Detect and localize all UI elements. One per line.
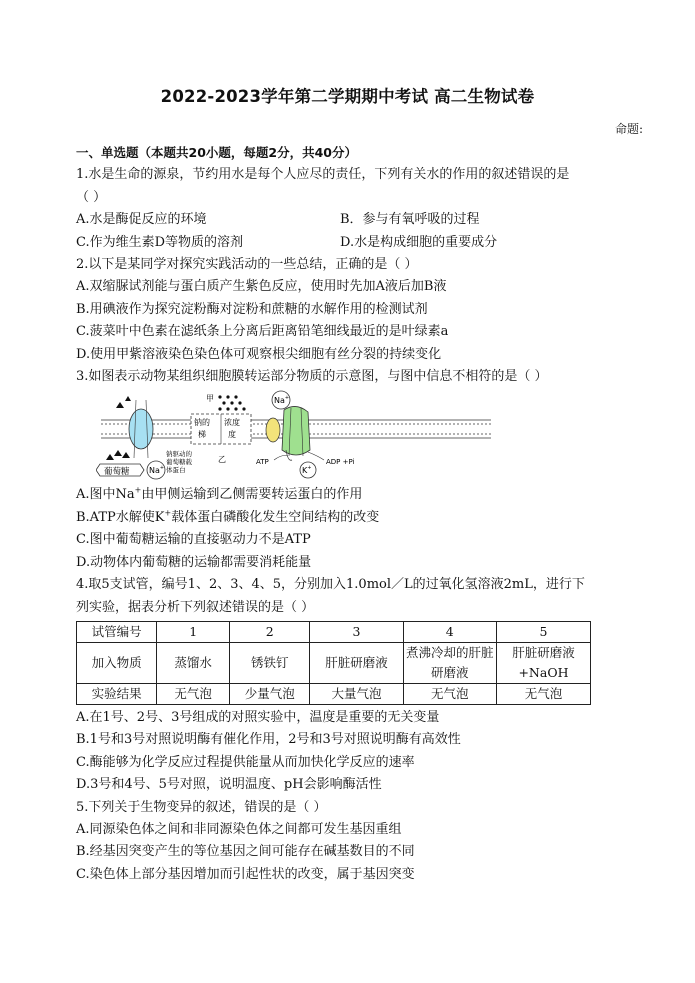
question-stem: 1.水是生命的源泉，节约用水是每个人应尽的责任，下列有关水的作用的叙述错误的是	[76, 167, 570, 183]
option-b: B.1号和3号对照说明酶有催化作用，2号和3号对照说明酶有高效性	[76, 732, 461, 748]
option-row	[76, 232, 620, 254]
table-cell: 加入物质	[77, 642, 157, 683]
table-cell: 2	[230, 621, 310, 642]
side-jia-label: 甲	[206, 394, 214, 404]
carrier-label-line-2: 葡萄糖载	[166, 458, 192, 467]
gradient-label-3: 梯	[198, 430, 206, 440]
question-5	[76, 797, 620, 887]
table-cell: 无气泡	[157, 683, 230, 704]
table-cell: 3	[310, 621, 403, 642]
glucose-particle	[106, 454, 114, 460]
author-label: 命题:	[614, 122, 643, 136]
membrane-diagram	[96, 390, 496, 480]
gradient-label-1: 钠的	[194, 418, 210, 428]
question-stem: 3.如图表示动物某组织细胞膜转运部分物质的示意图，与图中信息不相符的是（ ）	[76, 369, 548, 385]
option-d: D.3号和4号、5号对照，说明温度、pH会影响酶活性	[76, 777, 382, 793]
glucose-label: 葡萄糖	[104, 467, 130, 478]
membrane-transport-figure	[76, 390, 620, 480]
question-2	[76, 254, 620, 366]
option-c: C.作为维生素D等物质的溶剂	[76, 234, 244, 250]
table-cell: 蒸馏水	[157, 642, 230, 683]
table-cell: 实验结果	[77, 683, 157, 704]
glucose-particle	[114, 450, 122, 456]
glucose-particle	[125, 396, 131, 401]
option-c: C.菠菜叶中色素在滤纸条上分离后距离铅笔细线最近的是叶绿素a	[76, 324, 449, 340]
question-stem: 列实验，据表分析下列叙述错误的是（ ）	[76, 599, 315, 615]
option-a: A.图中Na+由甲侧运输到乙侧需要转运蛋白的作用	[76, 486, 363, 503]
sodium-label: Na+	[149, 465, 165, 476]
table-cell: 5	[496, 621, 590, 642]
question-stem: 2.以下是某同学对探究实践活动的一些总结，正确的是（ ）	[76, 257, 418, 273]
question-stem: （ ）	[76, 189, 107, 205]
table-cell: 1	[157, 621, 230, 642]
option-b: B.ATP水解使K+载体蛋白磷酸化发生空间结构的改变	[76, 508, 380, 525]
atp-label: ATP	[256, 458, 269, 467]
option-c: C.图中葡萄糖运输的直接驱动力不是ATP	[76, 532, 311, 548]
table-cell: 大量气泡	[310, 683, 403, 704]
sodium-label: Na+	[274, 395, 290, 406]
table-row	[77, 621, 591, 642]
side-yi-label: 乙	[218, 455, 226, 465]
option-c: C.染色体上部分基因增加而引起性状的改变，属于基因突变	[76, 866, 415, 882]
table-cell: 肝脏研磨液	[310, 642, 403, 683]
question-stem: 4.取5支试管，编号1、2、3、4、5，分别加入1.0mol／L的过氧化氢溶液2mL，进行下	[76, 577, 585, 593]
experiment-table	[76, 621, 591, 705]
gradient-label-2: 浓度	[224, 418, 240, 428]
option-d: D.水是构成细胞的重要成分	[340, 234, 498, 250]
table-cell: 肝脏研磨液+NaOH	[496, 642, 590, 683]
option-d: D.使用甲紫溶液染色染色体可观察根尖细胞有丝分裂的持续变化	[76, 346, 442, 362]
table-cell: 少量气泡	[230, 683, 310, 704]
table-cell: 无气泡	[403, 683, 496, 704]
option-b: B.用碘液作为探究淀粉酶对淀粉和蔗糖的水解作用的检测试剂	[76, 301, 428, 317]
option-b: B．参与有氧呼吸的过程	[340, 212, 480, 228]
section-heading: 一、单选题（本题共20小题，每题2分，共40分）	[76, 145, 357, 160]
table-cell: 无气泡	[496, 683, 590, 704]
option-row	[76, 209, 620, 231]
glucose-carrier-protein	[129, 409, 153, 449]
yellow-subunit	[266, 418, 280, 442]
option-a: A.水是酶促反应的环境	[76, 212, 207, 228]
option-c: C.酶能够为化学反应过程提供能量从而加快化学反应的速率	[76, 754, 415, 770]
glucose-particle	[122, 452, 130, 458]
table-cell: 锈铁钉	[230, 642, 310, 683]
question-3	[76, 366, 620, 574]
table-row	[77, 683, 591, 704]
table-row	[77, 642, 591, 683]
question-stem: 5.下列关于生物变异的叙述，错误的是（ ）	[76, 799, 327, 815]
question-1	[76, 164, 620, 254]
question-4	[76, 574, 620, 796]
sodium-potassium-pump	[282, 407, 310, 456]
table-cell: 煮沸冷却的肝脏研磨液	[403, 642, 496, 683]
adp-label: ADP +Pi	[326, 458, 355, 467]
option-a: A.双缩脲试剂能与蛋白质产生紫色反应，使用时先加A液后加B液	[76, 279, 447, 295]
glucose-particle	[116, 402, 124, 408]
option-b: B.经基因突变产生的等位基因之间可能存在碱基数目的不同	[76, 844, 415, 860]
carrier-label-line-1: 钠驱动的	[166, 450, 192, 459]
gradient-label-4: 度	[228, 430, 236, 440]
option-a: A.在1号、2号、3号组成的对照实验中，温度是重要的无关变量	[76, 709, 440, 725]
page-title: 2022-2023学年第二学期期中考试 高二生物试卷	[160, 87, 535, 106]
exam-content	[76, 142, 620, 886]
table-cell: 试管编号	[77, 621, 157, 642]
carrier-label-line-3: 体蛋白	[166, 466, 186, 475]
potassium-label: K+	[302, 465, 312, 476]
option-d: D.动物体内葡萄糖的运输都需要消耗能量	[76, 554, 312, 570]
sodium-particles	[218, 396, 245, 411]
option-a: A.同源染色体之间和非同源染色体之间都可发生基因重组	[76, 821, 402, 837]
table-cell: 4	[403, 621, 496, 642]
